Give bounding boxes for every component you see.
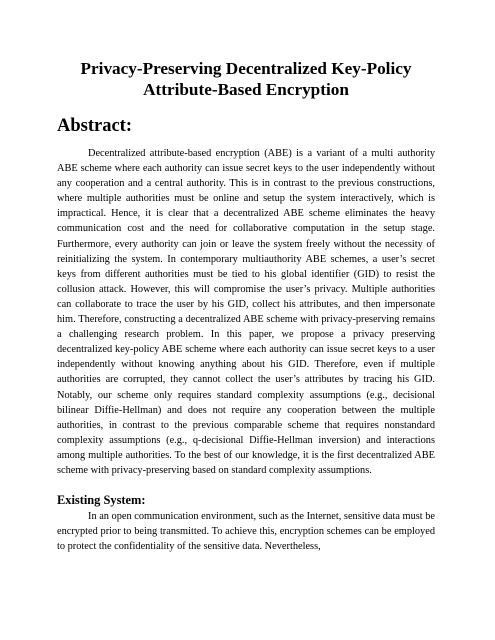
existing-system-heading: Existing System: bbox=[57, 493, 146, 508]
existing-system-paragraph: In an open communication environment, such as the Internet, sensitive data must be encrypted prior to being transmitted. To achieve this, encryption schemes can be employed to protect the confidentiality of the sensitive data. Nevertheless, bbox=[57, 511, 435, 553]
abstract-heading: Abstract: bbox=[57, 116, 133, 136]
abstract-paragraph: Decentralized attribute-based encryption (ABE) is a variant of a multi authority ABE scheme where each authority can issue secret keys to the user independently without any cooperation and a central authority. This is in contrast to the previous constructions, where multiple authorities must be online and setup the system interactively, which is impractical. Hence, it is clear that a decentralized ABE scheme eliminates the heavy communication cost and the need for collaborative computation in the setup stage. Furthermore, every authority can join or leave the system freely without the necessity of reinitializing the system. In contemporary multiauthority ABE schemes, a user’s secret keys from different authorities must be tied to his global identifier (GID) to resist the collusion attack. However, this will compromise the user’s privacy. Multiple authorities can collaborate to trace the user by his GID, collect his attributes, and then impersonate him. Therefore, constructing a decentralized ABE scheme with privacy-preserving remains a challenging research problem. In this paper, we propose a privacy preserving decentralized key-policy ABE scheme where each authority can issue secret keys to a user independently without knowing anything about his GID. Therefore, even if multiple authorities are corrupted, they cannot collect the user’s attributes by tracing his GID. Notably, our scheme only requires standard complexity assumptions (e.g., decisional bilinear Diffie-Hellman) and does not require any cooperation between the multiple authorities, in contrast to the previous comparable scheme that requires nonstandard complexity assumptions (e.g., q-decisional Diffie-Hellman inversion) and interactions among multiple authorities. To the best of our knowledge, it is the first decentralized ABE scheme with privacy-preserving based on standard complexity assumptions. bbox=[57, 148, 435, 476]
title-line-2: Attribute-Based Encryption bbox=[143, 80, 349, 99]
document-title bbox=[57, 58, 435, 100]
title-line-1: Privacy-Preserving Decentralized Key-Policy bbox=[80, 59, 412, 78]
